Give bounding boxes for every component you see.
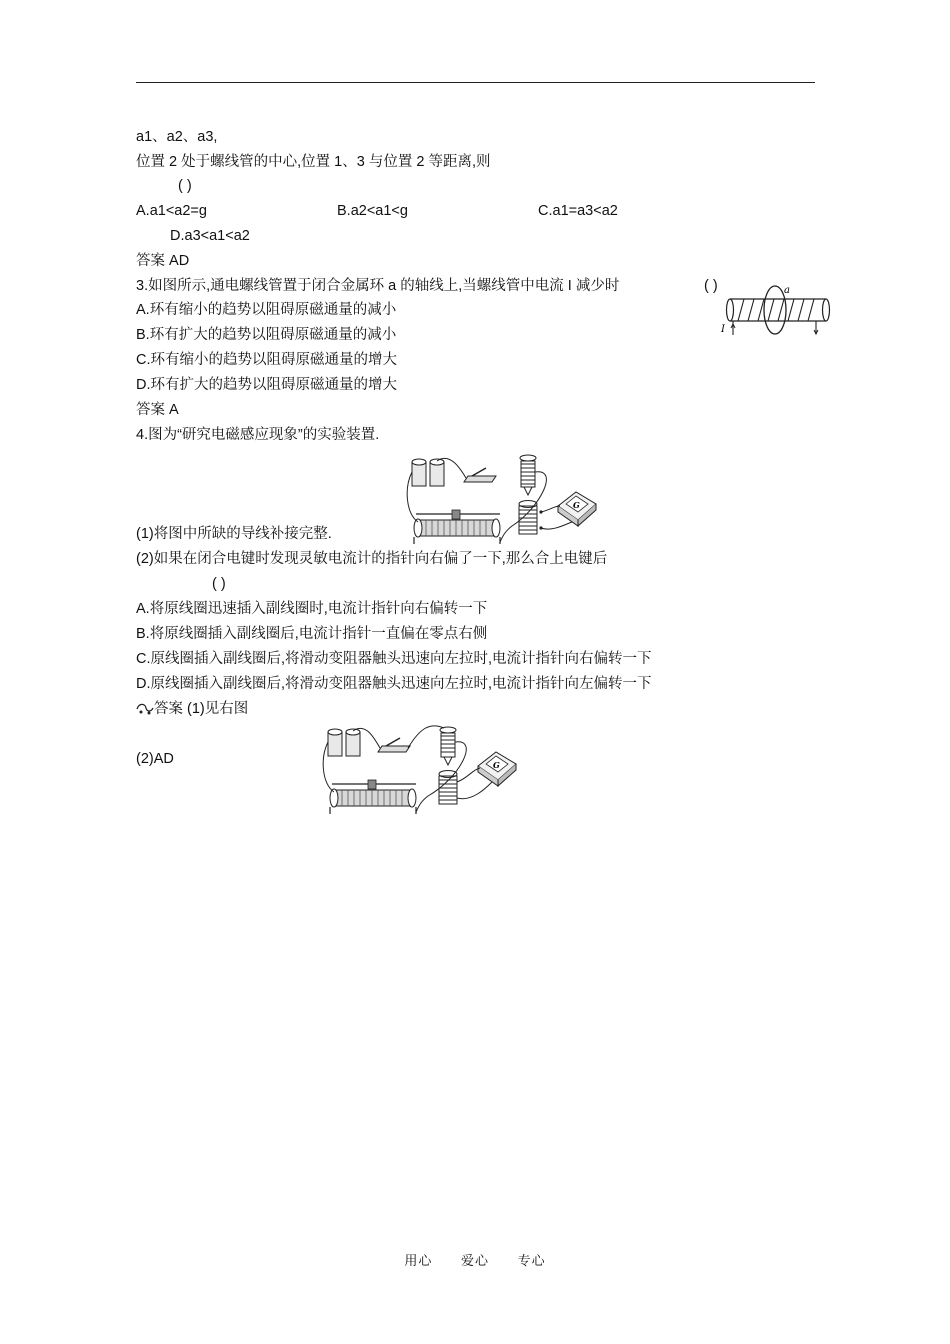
induction-apparatus-answer-figure [320,718,520,818]
q2-line1: a1、a2、a3, [136,129,218,145]
header-rule [136,82,815,83]
q3-option-c: C.环有缩小的趋势以阻碍原磁通量的增大 [136,352,397,368]
battery-icon [412,459,444,486]
q2-option-c: C.a1=a3<a2 [538,203,618,219]
secondary-coil-icon [439,771,457,805]
switch-icon [464,468,496,482]
q4-option-b: B.将原线圈插入副线圈后,电流计指针一直偏在零点右侧 [136,626,488,642]
q3-paren: ( ) [704,278,718,294]
answer-mark-icon [136,702,154,716]
q4-paren: ( ) [212,576,226,592]
q2-answer: 答案 AD [136,253,190,269]
q2-option-a: A.a1<a2=g [136,203,207,219]
page-footer [0,1250,950,1269]
q3-stem: 3.如图所示,通电螺线管置于闭合金属环 a 的轴线上,当螺线管中电流 I 减少时 [136,278,620,294]
battery-icon [328,729,360,756]
q3-option-b: B.环有扩大的趋势以阻碍原磁通量的减小 [136,327,397,343]
current-label-i: I [721,324,725,335]
q3-option-d: D.环有扩大的趋势以阻碍原磁通量的增大 [136,377,397,393]
q3-option-a: A.环有缩小的趋势以阻碍原磁通量的减小 [136,302,397,318]
rheostat-icon [330,780,416,814]
rheostat-icon [414,510,500,544]
q4-option-a: A.将原线圈迅速插入副线圈时,电流计指针向右偏转一下 [136,601,488,617]
primary-coil-icon [520,455,536,495]
q4-stem: 4.图为“研究电磁感应现象”的实验装置. [136,427,380,443]
q2-option-b: B.a2<a1<g [337,203,408,219]
galvanometer-icon [478,752,516,786]
primary-coil-icon [440,727,456,765]
q4-answer1: 答案 (1)见右图 [154,701,249,717]
q4-sub2: (2)如果在闭合电键时发现灵敏电流计的指针向右偏了一下,那么合上电键后 [136,551,608,567]
galvanometer-label: G [493,760,500,770]
secondary-coil-icon [519,501,543,535]
footer-word-2: 爱心 [460,1253,489,1268]
q4-option-d: D.原线圈插入副线圈后,将滑动变阻器触头迅速向左拉时,电流计指针向左偏转一下 [136,676,652,692]
galvanometer-icon [558,492,596,526]
q2-option-d: D.a3<a1<a2 [170,228,250,244]
galvanometer-label: G [573,500,580,510]
q4-sub1: (1)将图中所缺的导线补接完整. [136,526,332,542]
q3-answer: 答案 A [136,402,179,418]
ring-label-a: a [784,285,790,296]
solenoid-ring-figure [718,282,838,338]
q4-answer2: (2)AD [136,751,174,767]
q4-option-c: C.原线圈插入副线圈后,将滑动变阻器触头迅速向左拉时,电流计指针向右偏转一下 [136,651,652,667]
q2-paren: ( ) [178,178,192,194]
footer-word-3: 专心 [517,1253,546,1268]
q2-line2: 位置 2 处于螺线管的中心,位置 1、3 与位置 2 等距离,则 [136,154,491,170]
induction-apparatus-figure [400,448,600,548]
footer-word-1: 用心 [404,1253,433,1268]
switch-icon [378,738,410,752]
